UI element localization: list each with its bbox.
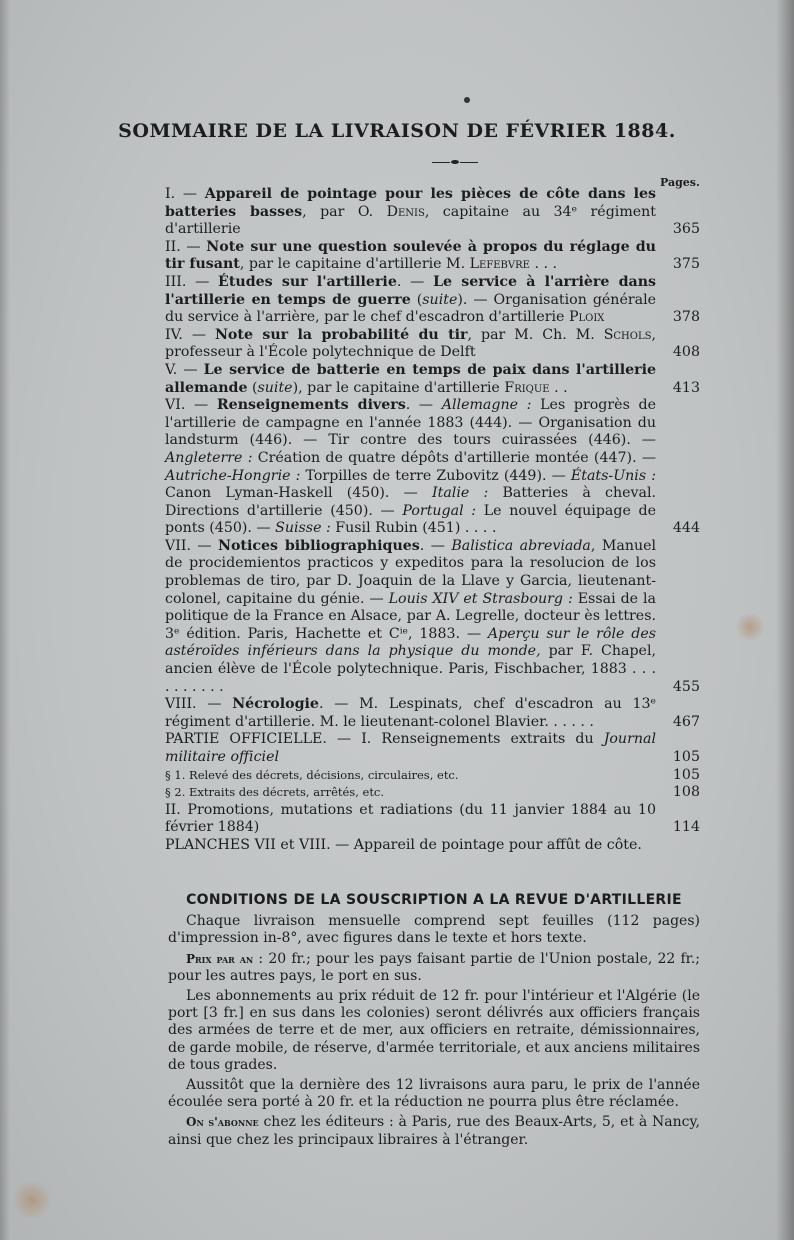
toc-text-run: Renseignements divers xyxy=(216,397,406,414)
toc-page-number: 378 xyxy=(672,309,700,326)
toc-text-run: États-Unis : xyxy=(570,467,656,484)
toc-entry xyxy=(165,274,700,327)
toc-text-run: III. — xyxy=(165,273,219,290)
toc-entry xyxy=(165,731,700,766)
toc-entry xyxy=(165,362,700,397)
toc-text-run: , par O. xyxy=(302,203,387,220)
toc-text-run: Schols xyxy=(603,326,652,343)
toc-text-run: , professeur à l'École polytechnique de Delft xyxy=(165,326,656,361)
toc-text-run: VIII. — xyxy=(165,696,233,713)
foxing-stain xyxy=(735,612,765,642)
conditions-paragraph xyxy=(168,1114,700,1148)
toc-entry-text xyxy=(165,696,656,731)
toc-text-run: Fusil Rubin (451) . . . . xyxy=(330,520,497,537)
conditions-paragraph: Chaque livraison mensuelle comprend sept feuilles (112 pages) d'impression in-8°, avec figures dans le texte et hors texte. xyxy=(168,913,700,947)
toc-page-number: 375 xyxy=(672,256,700,273)
toc-entry-text xyxy=(165,327,656,362)
toc-text-run: , par M. Ch. M. xyxy=(467,326,604,343)
toc-page-number: 467 xyxy=(672,713,700,730)
toc-page-number: 365 xyxy=(672,221,700,238)
toc-text-run: V. — xyxy=(165,361,204,378)
toc-text-run: Le service de batterie en temps de paix dans l'artillerie allemande xyxy=(165,361,657,396)
toc-text-run: Le service à l'arrière dans l'artillerie en temps de guerre xyxy=(165,273,657,308)
toc-page-number: 444 xyxy=(672,520,700,537)
page-title: SOMMAIRE DE LA LIVRAISON DE FÉVRIER 1884. xyxy=(118,120,676,142)
toc-text-run: PLANCHES VII et VIII. — Appareil de pointage pour affût de côte. xyxy=(165,836,642,853)
toc-entry xyxy=(165,802,700,837)
foxing-stain xyxy=(12,1180,52,1220)
conditions-paragraph: Aussitôt que la dernière des 12 livraisons aura paru, le prix de l'année écoulée sera porté à 20 fr. et la réduction ne pourra plus être réclamée. xyxy=(168,1077,700,1111)
toc-text-run: Nécrologie xyxy=(232,696,319,713)
toc-text-run: § 1. Relevé des décrets, décisions, circulaires, etc. xyxy=(165,767,459,782)
toc-text-run: Allemagne : xyxy=(441,397,532,414)
toc-entry-text xyxy=(165,274,656,327)
toc-entry xyxy=(165,696,700,731)
toc-text-run: Suisse : xyxy=(275,520,331,537)
ink-speck xyxy=(464,97,470,103)
toc-text-run: Aperçu sur le rôle des astéroïdes inférieurs dans la physique du monde, xyxy=(165,625,656,660)
toc-page-number: 105 xyxy=(672,766,700,783)
toc-text-run: II. Promotions, mutations et radiations (du 11 janvier 1884 au 10 février 1884) xyxy=(165,801,656,836)
toc-text-run: § 2. Extraits des décrets, arrêtés, etc. xyxy=(165,785,385,800)
toc-text-run: Note sur la probabilité du tir xyxy=(214,326,468,343)
toc-text-run: Essai de la politique de la France en Alsace, par A. Legrelle, docteur ès lettres. 3ᵉ édition. Paris, Hachette et Cⁱᵉ, 1883. — xyxy=(165,590,656,642)
toc-entry-text xyxy=(165,802,656,837)
toc-text-run: Notices bibliographiques xyxy=(217,537,420,554)
toc-text-run: Lefebvre xyxy=(469,256,530,273)
toc-text-run: suite xyxy=(257,379,293,396)
page-edge-shadow-right xyxy=(776,0,794,1240)
toc-page-number: 108 xyxy=(672,784,700,801)
toc-entry-text xyxy=(165,239,656,274)
toc-text-run: Création de quatre dépôts d'artillerie montée (447). — xyxy=(252,449,657,466)
toc-text-run: Angleterre : xyxy=(165,449,253,466)
toc-entry-text xyxy=(165,397,656,538)
toc-text-run: IV. — xyxy=(165,326,215,343)
toc-text-run: , capitaine au 34ᵉ régiment d'artillerie xyxy=(165,203,657,238)
toc-text-run: Frique xyxy=(504,379,550,396)
toc-text-run: . . xyxy=(549,379,568,396)
toc-entry xyxy=(165,767,700,785)
toc-text-run: ), par le capitaine d'artillerie xyxy=(292,379,505,396)
toc-page-number: 455 xyxy=(672,678,700,695)
toc-entry-text xyxy=(165,186,656,239)
toc-text-run: PARTIE OFFICIELLE. — I. Renseignements extraits du xyxy=(165,731,604,748)
toc-text-run: Portugal : xyxy=(402,502,477,519)
toc-entry xyxy=(165,538,700,696)
toc-text-run: VII. — xyxy=(165,537,218,554)
table-of-contents xyxy=(165,186,700,855)
price-lead: Prix par an xyxy=(186,951,254,966)
toc-text-run: VI. — xyxy=(165,397,217,414)
toc-entry xyxy=(165,397,700,538)
toc-entry-text xyxy=(165,731,656,766)
toc-text-run: Note sur une question soulevée à propos du réglage du tir fusant xyxy=(165,238,656,273)
toc-text-run: Canon Lyman-Haskell (450). — xyxy=(165,485,433,502)
toc-text-run: Denis xyxy=(386,203,425,220)
toc-page-number: 114 xyxy=(672,819,700,836)
toc-text-run: Le nouvel équipage de ponts (450). — xyxy=(165,502,656,537)
toc-text-run: Batteries à cheval. Directions d'artillerie (450). — xyxy=(165,485,657,519)
toc-text-run: , par le capitaine d'artillerie M. xyxy=(239,256,470,273)
toc-page-number: 413 xyxy=(672,379,700,396)
toc-text-run: Études sur l'artillerie xyxy=(218,273,397,290)
toc-entry xyxy=(165,186,700,239)
conditions-paragraph xyxy=(168,951,700,985)
toc-text-run: ). — Organisation générale du service à l'arrière, par le chef d'escadron d'artillerie xyxy=(165,291,657,326)
pages-column-label: Pages. xyxy=(660,176,700,189)
toc-text-run: Italie : xyxy=(432,485,489,502)
conditions-heading: CONDITIONS DE LA SOUSCRIPTION A LA REVUE D'ARTILLERIE xyxy=(186,892,682,908)
toc-text-run: . — M. Lespinats, chef d'escadron au 13ᵉ régiment d'artillerie. M. le lieutenant-colonel Blavier. . . . . . xyxy=(165,696,657,730)
toc-page-number: 408 xyxy=(672,344,700,361)
toc-text-run: , Manuel de procidemientos practicos y expeditos para la resolucion de los problemas de tiro, par D. Joaquin de la Llave y Garcia, lieutenant-colonel, capitaine du génie. — xyxy=(165,537,657,607)
toc-text-run: I. — xyxy=(165,186,205,202)
toc-entry-text xyxy=(165,784,656,802)
toc-text-run: suite xyxy=(422,291,458,308)
toc-text-run: Les progrès de l'artillerie de campagne en l'année 1883 (444). — Organisation du landsturm (446). — Tir contre des tours cuirassées (446). — xyxy=(165,397,656,449)
conditions-paragraph: Les abonnements au prix réduit de 12 fr. pour l'intérieur et l'Algérie (le port [3 fr.] en sus dans les colonies) seront délivrés aux officiers français des armées de terre et de mer, aux officiers en retraite, démissionnaires, de garde mobile, de réserve, d'armée territoriale, et aux anciens militaires de tous grades. xyxy=(168,988,700,1073)
toc-text-run: ( xyxy=(247,379,258,396)
toc-text-run: . — xyxy=(419,537,452,554)
toc-entry-text xyxy=(165,362,656,397)
toc-text-run: . — xyxy=(396,273,434,290)
toc-text-run: par F. Chapel, ancien élève de l'École polytechnique. Paris, Fischbacher, 1883 . . . . . . . . . . xyxy=(165,643,656,695)
toc-text-run: Autriche-Hongrie : xyxy=(165,467,301,484)
subscription-conditions xyxy=(168,892,700,1152)
toc-entry xyxy=(165,239,700,274)
toc-text-run: Journal militaire officiel xyxy=(165,731,656,765)
toc-text-run: Louis XIV et Strasbourg : xyxy=(388,590,573,607)
toc-text-run: Appareil de pointage pour les pièces de côte dans les batteries basses xyxy=(165,186,656,220)
price-text: : 20 fr.; pour les pays faisant partie de l'Union postale, 22 fr.; pour les autres pays, le port en sus. xyxy=(168,950,700,984)
toc-page-number: 105 xyxy=(672,749,700,765)
title-ornament xyxy=(432,160,478,164)
subscribe-text: chez les éditeurs : à Paris, rue des Beaux-Arts, 5, et à Nancy, ainsi que chez les principaux libraires à l'étranger. xyxy=(168,1114,701,1148)
toc-entry xyxy=(165,784,700,802)
toc-entry-text xyxy=(165,767,656,785)
toc-text-run: Torpilles de terre Zubovitz (449). — xyxy=(300,467,571,484)
toc-entry xyxy=(165,837,700,855)
toc-entry-text xyxy=(165,837,656,855)
subscribe-lead: On s'abonne xyxy=(186,1115,259,1130)
toc-text-run: Ploix xyxy=(568,309,605,326)
toc-entry-text xyxy=(165,538,656,696)
page-edge-shadow-left xyxy=(0,0,10,1240)
toc-text-run: Balistica abreviada xyxy=(451,537,591,554)
toc-entry xyxy=(165,327,700,362)
toc-text-run: . . . xyxy=(529,256,558,273)
toc-text-run: II. — xyxy=(165,238,207,255)
toc-text-run: . — xyxy=(405,397,442,414)
toc-text-run: ( xyxy=(410,291,423,308)
